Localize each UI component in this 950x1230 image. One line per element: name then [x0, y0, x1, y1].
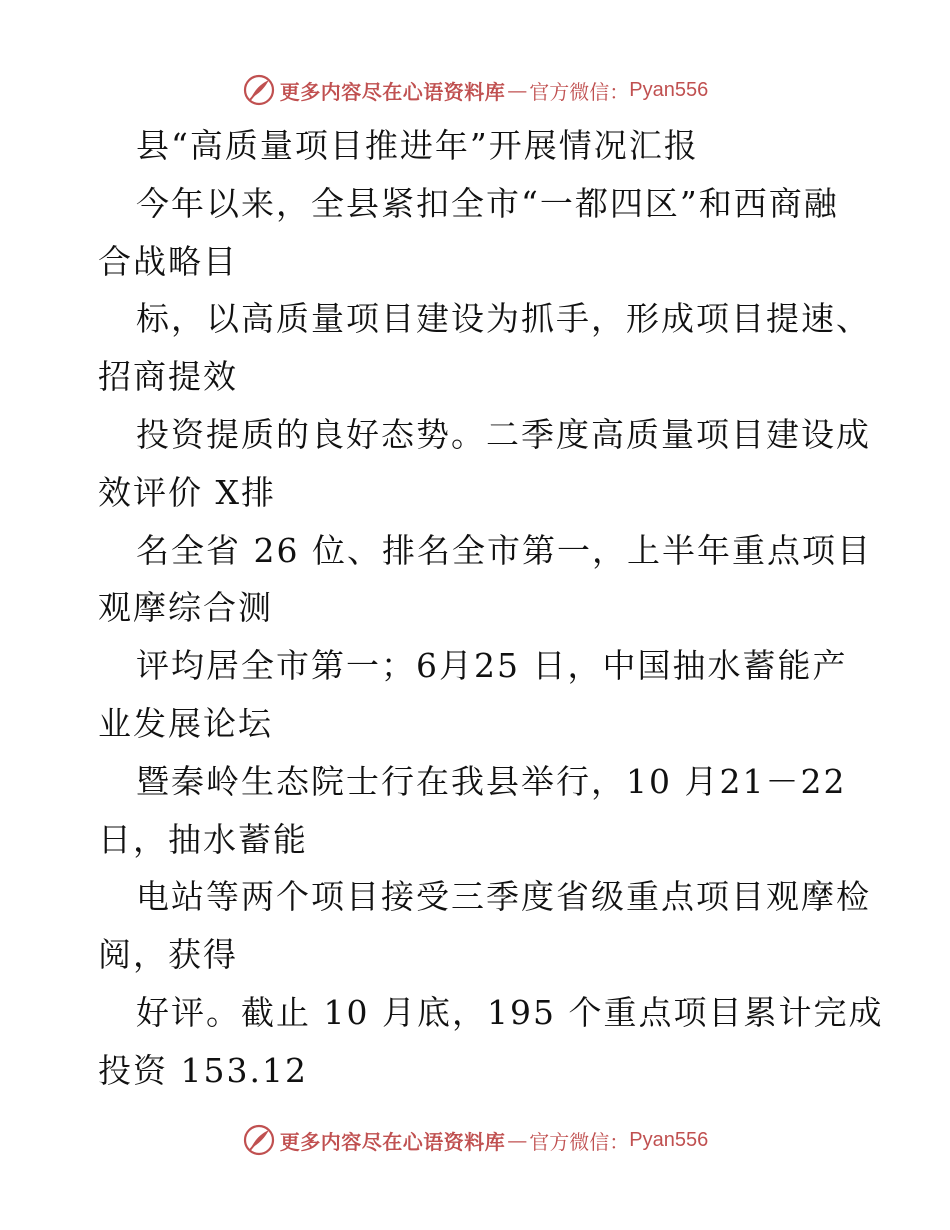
banner-separator: —	[507, 1128, 528, 1152]
banner-brand-text: 更多内容尽在心语资料库	[279, 79, 506, 104]
banner-separator: —	[507, 78, 528, 102]
banner-wechat-id: Pyan556	[629, 78, 709, 101]
text-line: 阅，获得	[98, 935, 238, 975]
text-line: 标，以高质量项目建设为抓手，形成项目提速、	[136, 299, 871, 339]
text-line: 合战略目	[98, 241, 238, 281]
text-line: 日，抽水蓄能	[98, 819, 308, 859]
text-line: 今年以来，全县紧扣全市“一都四区”和西商融	[136, 183, 839, 223]
text-line: 业发展论坛	[98, 703, 273, 743]
text-line: 投资 153.12	[98, 1050, 308, 1090]
text-line: 暨秦岭生态院士行在我县举行，10 月21－22	[136, 761, 847, 801]
text-line: 招商提效	[98, 357, 238, 397]
text-line: 投资提质的良好态势。二季度高质量项目建设成	[136, 414, 871, 454]
feather-pen-logo-icon	[242, 73, 276, 107]
text-line: 好评。截止 10 月底，195 个重点项目累计完成	[136, 992, 884, 1032]
text-line: 电站等两个项目接受三季度省级重点项目观摩检	[136, 877, 871, 917]
feather-pen-logo-icon	[242, 1123, 276, 1157]
banner-wechat-id: Pyan556	[629, 1128, 709, 1151]
banner-wechat-label: 官方微信：	[529, 79, 630, 104]
header-banner	[0, 70, 950, 110]
document-title: 县“高质量项目推进年”开展情况汇报	[136, 126, 699, 165]
document-body	[98, 117, 884, 1100]
footer-banner	[0, 1120, 950, 1160]
text-line: 评均居全市第一；6月25 日，中国抽水蓄能产	[136, 646, 848, 686]
text-line: 名全省 26 位、排名全市第一，上半年重点项目	[136, 530, 872, 570]
banner-brand-text: 更多内容尽在心语资料库	[279, 1129, 506, 1154]
text-line: 观摩综合测	[98, 588, 273, 628]
banner-wechat-label: 官方微信：	[529, 1129, 630, 1154]
text-line: 效评价 X排	[98, 472, 276, 512]
